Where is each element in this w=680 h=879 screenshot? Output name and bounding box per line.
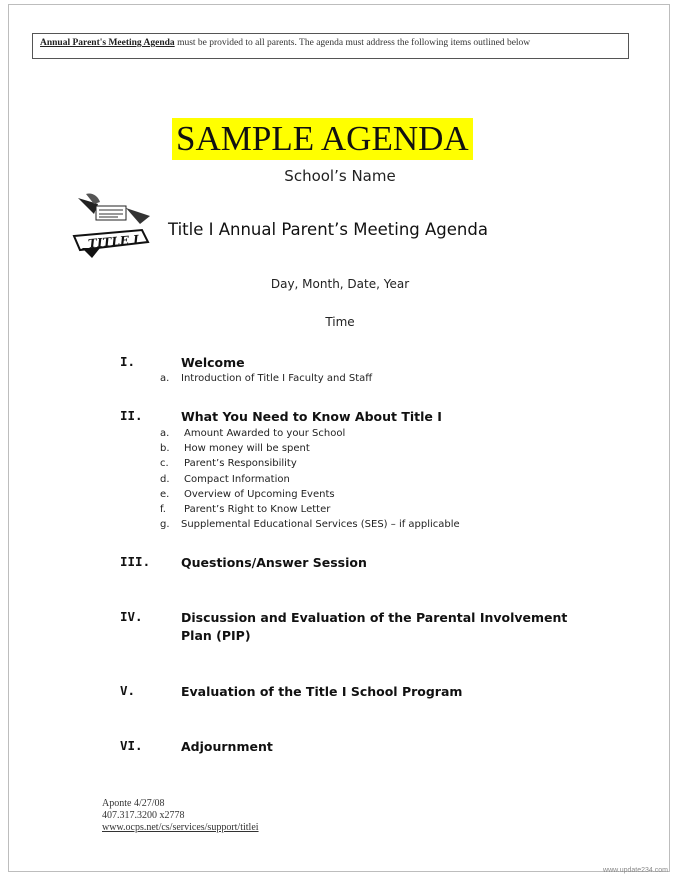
item-letter: b.	[160, 443, 170, 454]
section-numeral: VI.	[120, 738, 143, 753]
notice-text: must be provided to all parents. The agenda must address the following items outlined below	[174, 38, 531, 48]
school-name: School’s Name	[284, 167, 396, 185]
item-letter: d.	[160, 474, 170, 485]
section-title: What You Need to Know About Title I	[181, 409, 442, 424]
time-line: Time	[325, 315, 355, 329]
section-numeral: II.	[120, 408, 143, 423]
footer-phone: 407.317.3200 x2778	[102, 810, 185, 821]
section-title: Adjournment	[181, 739, 273, 754]
section-numeral: I.	[120, 354, 136, 369]
section-title: Discussion and Evaluation of the Parental Involvement Plan (PIP)	[181, 610, 568, 643]
item-letter: c.	[160, 458, 169, 469]
section-numeral: IV.	[120, 609, 143, 624]
notice-lead: Annual Parent's Meeting Agenda	[40, 38, 175, 48]
meeting-title: Title I Annual Parent’s Meeting Agenda	[168, 220, 488, 239]
section-title: Questions/Answer Session	[181, 555, 367, 570]
item-letter: a.	[160, 373, 170, 384]
watermark: www.update234.com	[603, 867, 668, 874]
item-text: Overview of Upcoming Events	[184, 489, 335, 500]
item-text: Introduction of Title I Faculty and Staff	[181, 373, 373, 384]
section-numeral: III.	[120, 554, 151, 569]
footer-contact	[102, 798, 259, 834]
item-text: Supplemental Educational Services (SES) – if applicable	[181, 519, 460, 530]
section-numeral: V.	[120, 683, 136, 698]
item-text: Compact Information	[184, 474, 290, 485]
item-letter: f.	[160, 504, 166, 515]
item-letter: a.	[160, 428, 170, 439]
notice-box	[32, 33, 629, 59]
item-letter: g.	[160, 519, 170, 530]
section-title: Evaluation of the Title I School Program	[181, 684, 463, 699]
item-text: Amount Awarded to your School	[184, 428, 346, 439]
page-title: SAMPLE AGENDA	[172, 118, 473, 160]
title-i-logo	[70, 190, 156, 260]
section-title: Welcome	[181, 355, 245, 370]
footer-author: Aponte 4/27/08	[102, 798, 165, 809]
item-text: How money will be spent	[184, 443, 310, 454]
item-letter: e.	[160, 489, 170, 500]
date-line: Day, Month, Date, Year	[270, 277, 410, 291]
footer-link[interactable]: www.ocps.net/cs/services/support/titlei	[102, 822, 259, 833]
logo-text: TITLE I	[87, 232, 140, 251]
item-text: Parent’s Responsibility	[184, 458, 297, 469]
item-text: Parent’s Right to Know Letter	[184, 504, 331, 515]
